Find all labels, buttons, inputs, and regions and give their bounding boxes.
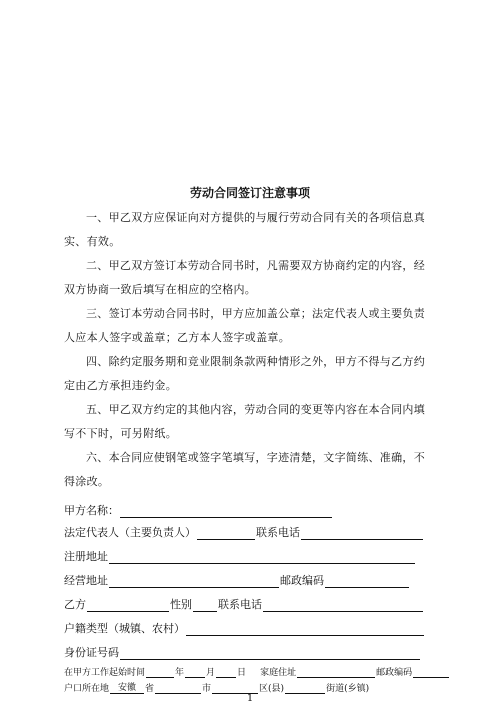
page-number: 1 xyxy=(246,693,254,704)
contact-phone-label: 联系电话 xyxy=(218,598,262,611)
party-a-field[interactable] xyxy=(120,505,332,518)
paragraph-text: 五、甲乙双方约定的其他内容，劳动合同的变更等内容在本合同内填写不下时，可另附纸。 xyxy=(64,403,425,440)
paragraph-2 xyxy=(64,254,436,302)
paragraph-5 xyxy=(64,398,436,446)
id-number-label: 身份证号码 xyxy=(64,646,119,659)
form-row-start-date xyxy=(64,662,450,678)
form-row-biz-address xyxy=(64,572,410,588)
party-b-field[interactable] xyxy=(87,599,169,612)
contact-phone-field[interactable] xyxy=(263,599,423,612)
street-label: 街道(乡镇) xyxy=(326,684,370,694)
paragraph-text: 二、甲乙双方签订本劳动合同书时，凡需要双方协商约定的内容，经双方协商一致后填写在相应的空格内。 xyxy=(64,259,425,296)
biz-address-label: 经营地址 xyxy=(64,574,108,587)
household-type-label: 户籍类型（城镇、农村） xyxy=(64,622,185,635)
form-row-id-number xyxy=(64,644,421,660)
province-field[interactable]: 安徽 xyxy=(110,684,144,694)
form-row-hukou xyxy=(64,678,369,694)
form-row-legal-rep xyxy=(64,524,424,540)
paragraph-text: 三、签订本劳动合同书时，甲方应加盖公章；法定代表人或主要负责人应本人签字或盖章；乙方本人签字或盖章。 xyxy=(64,307,425,344)
paragraph-4 xyxy=(64,350,436,398)
form-row-reg-address xyxy=(64,548,416,564)
reg-address-label: 注册地址 xyxy=(64,550,108,563)
biz-address-field[interactable] xyxy=(109,575,279,588)
id-number-field[interactable] xyxy=(120,647,420,660)
home-address-label: 家庭住址 xyxy=(260,668,297,678)
paragraph-6 xyxy=(64,446,436,494)
month-field[interactable] xyxy=(185,668,205,678)
day-field[interactable] xyxy=(216,668,236,678)
postal-code-label: 邮政编码 xyxy=(376,668,413,678)
paragraph-text: 一、甲乙双方应保证向对方提供的与履行劳动合同有关的各项信息真实、有效。 xyxy=(64,211,425,248)
paragraph-text: 四、除约定服务期和竞业限制条款两种情形之外，甲方不得与乙方约定由乙方承担违约金。 xyxy=(64,355,425,392)
form-row-party-a xyxy=(64,502,333,518)
year-field[interactable] xyxy=(146,668,174,678)
form-row-party-b xyxy=(64,596,424,612)
year-label: 年 xyxy=(175,668,185,678)
city-label: 市 xyxy=(202,684,212,694)
legal-rep-label: 法定代表人（主要负责人） xyxy=(64,526,196,539)
reg-address-field[interactable] xyxy=(109,551,415,564)
contact-phone-label: 联系电话 xyxy=(256,526,300,539)
district-label: 区(县) xyxy=(259,684,285,694)
hukou-location-label: 户口所在地 xyxy=(64,684,110,694)
postal-code-field[interactable] xyxy=(413,668,449,678)
contact-phone-field[interactable] xyxy=(301,527,423,540)
gender-label: 性别 xyxy=(170,598,192,611)
postal-code-field[interactable] xyxy=(325,575,409,588)
household-type-field[interactable] xyxy=(186,623,424,636)
paragraph-1 xyxy=(64,206,436,254)
gender-field[interactable] xyxy=(193,599,217,612)
form-row-household-type xyxy=(64,620,425,636)
month-label: 月 xyxy=(206,668,216,678)
paragraph-3 xyxy=(64,302,436,350)
legal-rep-field[interactable] xyxy=(197,527,255,540)
party-a-label: 甲方名称： xyxy=(64,504,119,517)
party-b-label: 乙方 xyxy=(64,598,86,611)
postal-code-label: 邮政编码 xyxy=(280,574,324,587)
paragraph-text: 六、本合同应使钢笔或签字笔填写，字迹清楚，文字简练、准确，不得涂改。 xyxy=(64,451,425,488)
day-label: 日 xyxy=(237,668,247,678)
document-title: 劳动合同签订注意事项 xyxy=(189,186,310,200)
province-label: 省 xyxy=(145,684,155,694)
start-date-label: 在甲方工作起始时间 xyxy=(64,668,146,678)
home-address-field[interactable] xyxy=(297,668,375,678)
